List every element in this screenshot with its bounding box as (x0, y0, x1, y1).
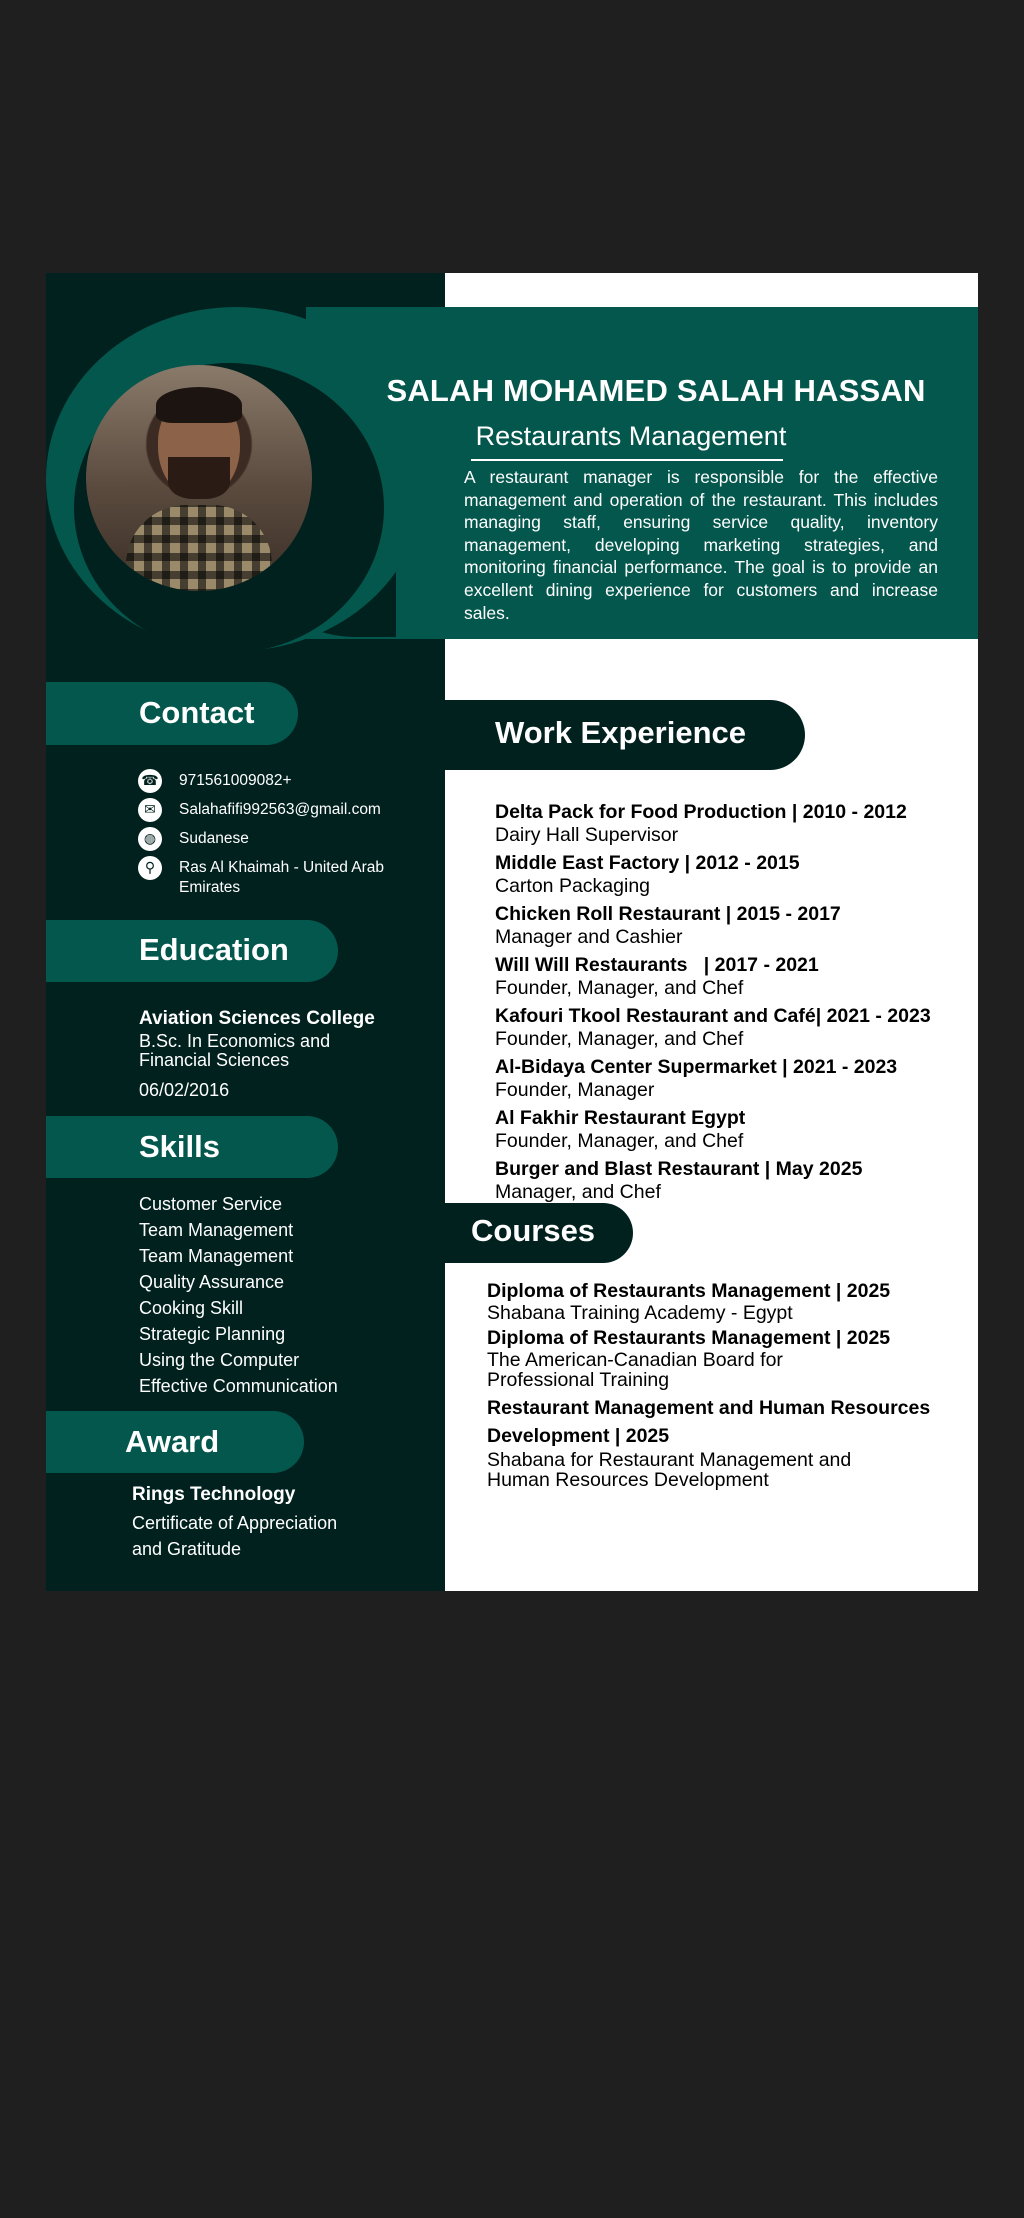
skills-list (139, 1191, 429, 1399)
nationality: Sudanese (179, 830, 249, 847)
phone-number: 971561009082+ (179, 772, 292, 789)
profile-summary: A restaurant manager is responsible for the effective management and operation of the restaurant. This includes managing staff, ensuring service quality, inventory management, developing marketing strategies, and monitoring financial performance. The goal is to provide an excellent dining experience for customers and increase sales. (464, 467, 938, 623)
role-underline (471, 459, 783, 461)
contact-location (138, 856, 428, 900)
skills-heading: Skills (46, 1116, 338, 1178)
job-title: Will Will Restaurants | 2017 - 2021 (495, 954, 819, 976)
course-entry (487, 1394, 957, 1490)
job-role: Manager and Cashier (495, 926, 683, 948)
job-title: Al Fakhir Restaurant Egypt (495, 1107, 746, 1129)
work-experience-heading: Work Experience (445, 700, 805, 770)
course-entry (487, 1327, 957, 1390)
job-role: Manager, and Chef (495, 1181, 661, 1203)
job-entry (495, 954, 965, 1000)
course-title: Diploma of Restaurants Management | 2025 (487, 1280, 891, 1302)
job-entry (495, 1107, 965, 1153)
job-role: Founder, Manager, and Chef (495, 1130, 744, 1152)
course-title: Restaurant Management and Human Resources Development | 2025 (487, 1397, 931, 1447)
skill-item: Team Management (139, 1220, 294, 1240)
course-organization: Shabana for Restaurant Management and Human Resources Development (487, 1449, 852, 1491)
job-title: Burger and Blast Restaurant | May 2025 (495, 1158, 863, 1180)
job-entry (495, 1158, 965, 1204)
job-title: Middle East Factory | 2012 - 2015 (495, 852, 800, 874)
skill-item: Team Management (139, 1246, 294, 1266)
award-description: Certificate of Appreciation and Gratitude (132, 1513, 338, 1559)
courses-heading: Courses (445, 1203, 633, 1263)
job-entry (495, 852, 965, 898)
skill-item: Effective Communication (139, 1376, 338, 1396)
course-organization: Shabana Training Academy - Egypt (487, 1302, 793, 1324)
skill-item: Quality Assurance (139, 1272, 285, 1292)
contact-email (138, 798, 428, 826)
full-name: SALAH MOHAMED SALAH HASSAN (386, 373, 926, 408)
job-entry (495, 1056, 965, 1102)
contact-heading: Contact (46, 682, 298, 745)
job-title: Delta Pack for Food Production | 2010 - 2012 (495, 801, 907, 823)
work-experience-list (495, 801, 965, 1209)
contact-list (138, 769, 428, 901)
skill-item: Cooking Skill (139, 1298, 244, 1318)
courses-list (487, 1280, 957, 1494)
award-entry (132, 1484, 422, 1562)
education-degree: B.Sc. In Economics and Financial Sciences (139, 1031, 331, 1070)
phone-icon: ☎ (138, 769, 162, 793)
skill-item: Using the Computer (139, 1350, 300, 1370)
job-entry (495, 903, 965, 949)
location-icon: ⚲ (138, 856, 162, 880)
education-heading: Education (46, 920, 338, 982)
education-entry (139, 1008, 429, 1101)
contact-nationality (138, 827, 428, 855)
course-title: Diploma of Restaurants Management | 2025 (487, 1327, 891, 1349)
education-school: Aviation Sciences College (139, 1008, 375, 1029)
resume-document (46, 273, 978, 1591)
course-entry (487, 1280, 957, 1323)
job-entry (495, 1005, 965, 1051)
job-title: Chicken Roll Restaurant | 2015 - 2017 (495, 903, 841, 925)
email-address: Salahafifi992563@gmail.com (179, 801, 381, 818)
job-title: Kafouri Tkool Restaurant and Café| 2021 - 2023 (495, 1005, 931, 1027)
globe-icon: ◍ (138, 827, 162, 851)
job-title: Al-Bidaya Center Supermarket | 2021 - 2023 (495, 1056, 898, 1078)
skill-item: Customer Service (139, 1194, 283, 1214)
job-role-title: Restaurants Management (475, 421, 787, 451)
location: Ras Al Khaimah - United Arab Emirates (179, 859, 385, 896)
job-role: Founder, Manager, and Chef (495, 1028, 744, 1050)
job-entry (495, 801, 965, 847)
job-role: Founder, Manager, and Chef (495, 977, 744, 999)
award-heading: Award (46, 1411, 304, 1473)
award-organization: Rings Technology (132, 1484, 296, 1505)
skill-item: Strategic Planning (139, 1324, 286, 1344)
job-role: Carton Packaging (495, 875, 651, 897)
job-role: Dairy Hall Supervisor (495, 824, 679, 846)
job-role: Founder, Manager (495, 1079, 655, 1101)
course-organization: The American-Canadian Board for Professional Training (487, 1349, 783, 1391)
email-icon: ✉ (138, 798, 162, 822)
education-date: 06/02/2016 (139, 1080, 230, 1100)
profile-photo (86, 365, 312, 591)
contact-phone (138, 769, 428, 797)
